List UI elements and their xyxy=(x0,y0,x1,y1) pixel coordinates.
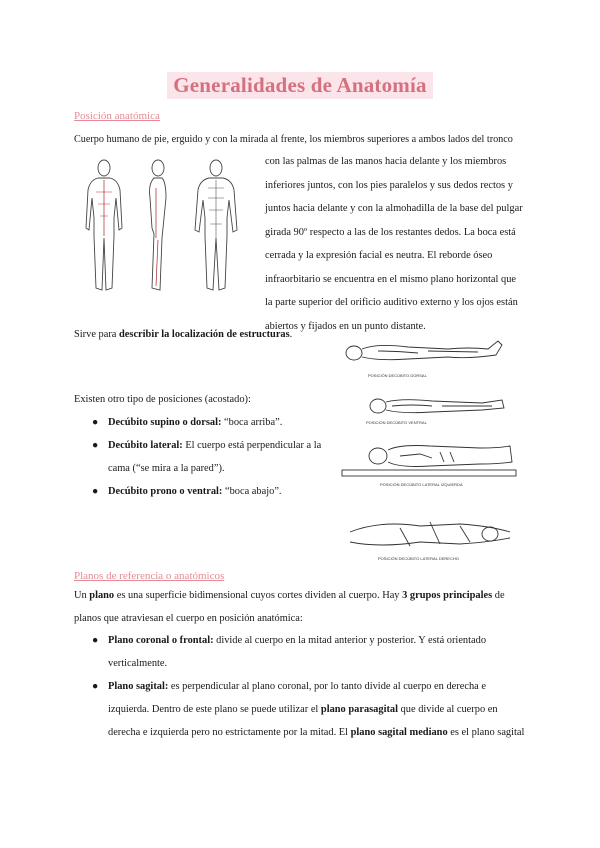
intro-line: Cuerpo humano de pie, erguido y con la mirada al frente, los miembros superiores a ambos lados del tronco xyxy=(74,134,513,145)
bullet-dot: ● xyxy=(92,681,99,692)
sirve-para-line: Sirve para describir la localización de estructuras. xyxy=(74,329,293,340)
bullet-dot: ● xyxy=(92,417,99,428)
desc-line: infraorbitario se encuentra en el mismo plano horizontal que xyxy=(265,273,517,285)
supine-figure xyxy=(338,333,516,383)
bullet-dot: ● xyxy=(92,440,99,451)
planos-intro-line2: planos que atraviesan el cuerpo en posición anatómica: xyxy=(74,613,303,624)
fig-caption: POSICIÓN DECÚBITO VENTRAL xyxy=(366,420,427,425)
planos-intro-line1: Un plano es una superficie bidimensional cuyos cortes dividen al cuerpo. Hay 3 grupos principales de xyxy=(74,590,505,601)
page-title: Generalidades de Anatomía xyxy=(167,72,433,99)
bullet-dot: ● xyxy=(92,486,99,497)
lateral-right-figure xyxy=(340,512,518,567)
fig-caption: POSICIÓN DECÚBITO LATERAL IZQUIERDA xyxy=(380,482,463,487)
sirve-bold: describir la localización de estructuras xyxy=(119,329,290,340)
fig-caption: POSICIÓN DECÚBITO LATERAL DERECHO xyxy=(378,556,459,561)
prone-figure xyxy=(362,388,512,428)
desc-line: girada 90º respecto a las de los restantes dedos. La boca está xyxy=(265,226,516,238)
description-paragraph xyxy=(265,150,527,338)
section-heading-planos: Planos de referencia o anatómicos xyxy=(74,570,225,582)
lateral-left-figure xyxy=(340,436,518,496)
otras-posiciones-line: Existen otro tipo de posiciones (acostado): xyxy=(74,394,251,405)
desc-line: inferiores juntos, con los pies paralelos y sus dedos rectos y xyxy=(265,179,513,191)
desc-line: juntos hacia delante y con la almohadilla de la base del pulgar xyxy=(265,203,523,214)
bullet-dot: ● xyxy=(92,635,99,646)
title-container xyxy=(0,72,600,99)
section-heading-posicion: Posición anatómica xyxy=(74,110,160,122)
fig-caption: POSICIÓN DECÚBITO DORSAL xyxy=(368,373,427,378)
desc-line: cerrada y la expresión facial es neutra. El reborde óseo xyxy=(265,250,493,261)
desc-line: la parte superior del orificio auditivo externo y los ojos están xyxy=(265,297,518,308)
anatomical-position-figure xyxy=(74,158,254,298)
desc-line: con las palmas de las manos hacia delante y los miembros xyxy=(265,156,507,167)
desc-line: abiertos y fijados en un punto distante. xyxy=(265,320,426,332)
